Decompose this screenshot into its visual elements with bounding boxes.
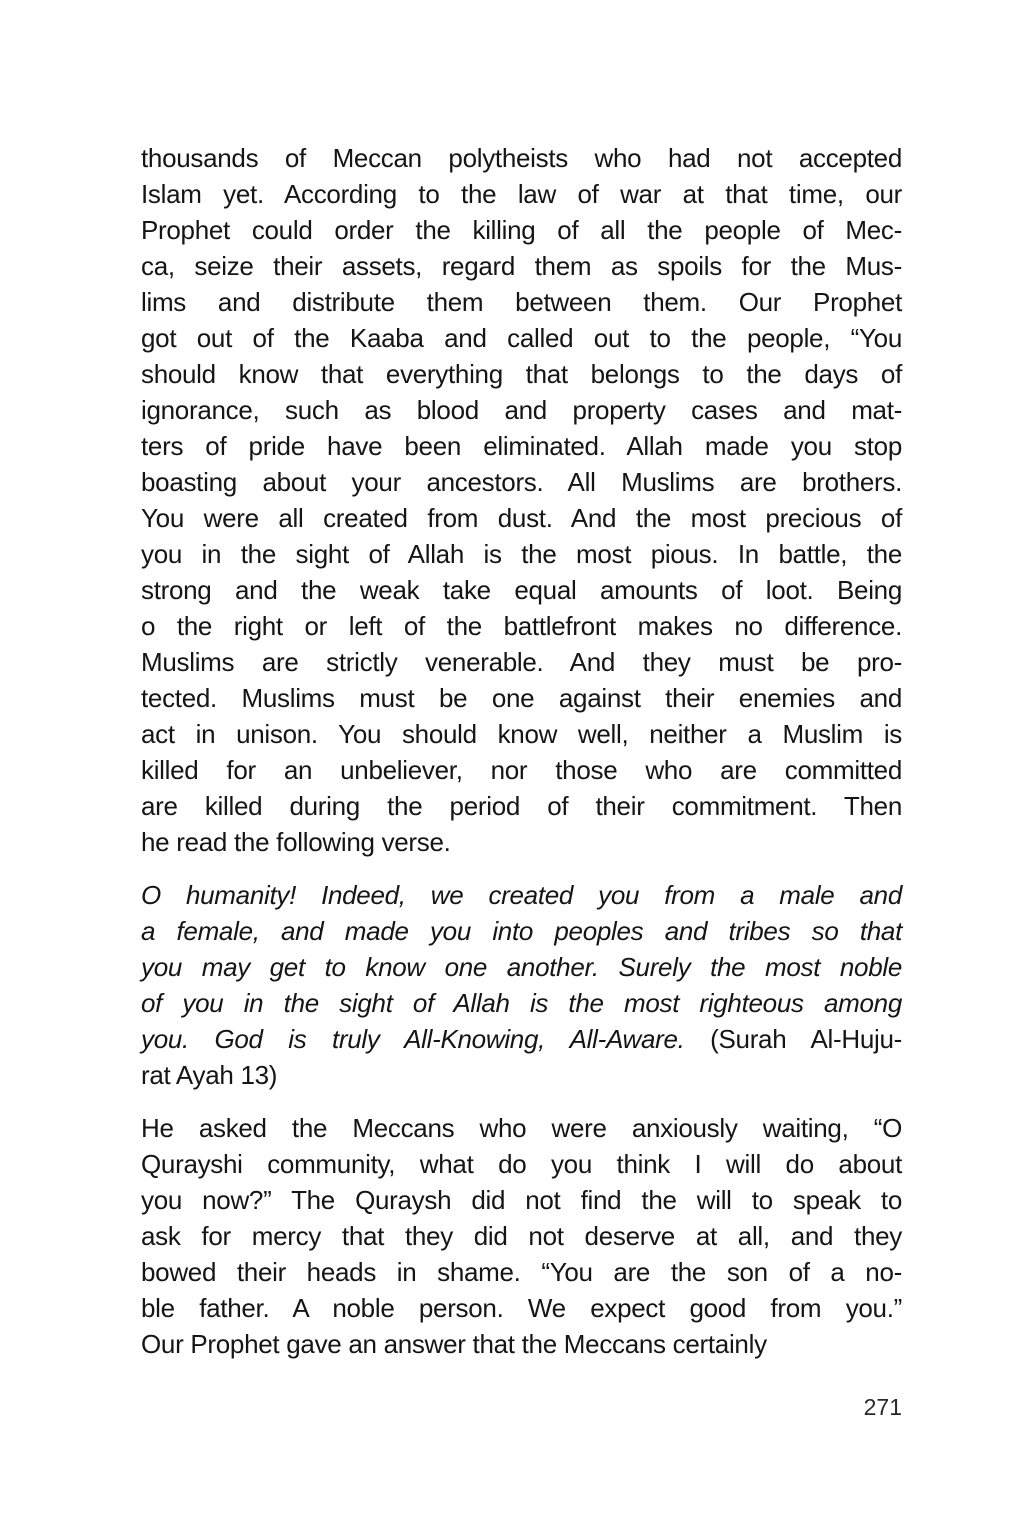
- text-line: [141, 788, 902, 824]
- paragraph-quran-quote: [141, 877, 902, 1093]
- text-line: [141, 1057, 902, 1093]
- text-line: [141, 913, 902, 949]
- text-line: [141, 140, 902, 176]
- text-segment: bowed their heads in shame. “You are the son of a no-: [141, 1257, 902, 1287]
- text-line: [141, 572, 902, 608]
- text-segment: got out of the Kaaba and called out to the people, “You: [141, 323, 902, 353]
- text-line: [141, 1182, 902, 1218]
- text-line: [141, 985, 902, 1021]
- text-line: [141, 320, 902, 356]
- text-segment: ca, seize their assets, regard them as spoils for the Mus-: [141, 251, 902, 281]
- text-line: [141, 1021, 902, 1057]
- text-line: [141, 608, 902, 644]
- text-segment: he read the following verse.: [141, 827, 451, 857]
- text-segment: should know that everything that belongs to the days of: [141, 359, 902, 389]
- text-segment: you now?” The Quraysh did not find the will to speak to: [141, 1185, 902, 1215]
- text-line: [141, 644, 902, 680]
- text-line: [141, 284, 902, 320]
- text-line: [141, 1110, 902, 1146]
- text-line: [141, 680, 902, 716]
- text-line: [141, 464, 902, 500]
- text-segment: you in the sight of Allah is the most pious. In battle, the: [141, 539, 902, 569]
- text-segment: lims and distribute them between them. Our Prophet: [141, 287, 902, 317]
- text-line: [141, 1290, 902, 1326]
- text-line: [141, 1146, 902, 1182]
- italic-text-segment: of you in the sight of Allah is the most righteous among: [141, 988, 902, 1018]
- text-segment: tected. Muslims must be one against their enemies and: [141, 683, 902, 713]
- text-line: [141, 1326, 902, 1362]
- text-segment: are killed during the period of their commitment. Then: [141, 791, 902, 821]
- paragraph-opening: [141, 140, 902, 860]
- text-line: [141, 176, 902, 212]
- text-segment: Qurayshi community, what do you think I will do about: [141, 1149, 902, 1179]
- text-line: [141, 212, 902, 248]
- text-segment: killed for an unbeliever, nor those who are committed: [141, 755, 902, 785]
- page-text-block: [141, 140, 902, 1362]
- text-segment: Prophet could order the killing of all the people of Mec-: [141, 215, 902, 245]
- text-segment: (Surah Al-Huju-: [684, 1024, 902, 1054]
- text-line: [141, 1218, 902, 1254]
- text-segment: ble father. A noble person. We expect good from you.”: [141, 1293, 902, 1323]
- text-line: [141, 392, 902, 428]
- italic-text-segment: O humanity! Indeed, we created you from a male and: [141, 880, 902, 910]
- italic-text-segment: a female, and made you into peoples and tribes so that: [141, 916, 902, 946]
- text-segment: o the right or left of the battlefront makes no difference.: [141, 611, 902, 641]
- text-line: [141, 248, 902, 284]
- text-line: [141, 877, 902, 913]
- text-segment: thousands of Meccan polytheists who had not accepted: [141, 143, 902, 173]
- text-line: [141, 716, 902, 752]
- text-segment: Muslims are strictly venerable. And they must be pro-: [141, 647, 902, 677]
- text-line: [141, 949, 902, 985]
- paragraph-closing: [141, 1110, 902, 1362]
- text-segment: act in unison. You should know well, neither a Muslim is: [141, 719, 902, 749]
- text-segment: Our Prophet gave an answer that the Meccans certainly: [141, 1329, 767, 1359]
- text-segment: He asked the Meccans who were anxiously waiting, “O: [141, 1113, 902, 1143]
- text-segment: ters of pride have been eliminated. Allah made you stop: [141, 431, 902, 461]
- italic-text-segment: you. God is truly All-Knowing, All-Aware.: [141, 1024, 685, 1054]
- text-line: [141, 536, 902, 572]
- text-segment: ignorance, such as blood and property cases and mat-: [141, 395, 902, 425]
- text-segment: ask for mercy that they did not deserve at all, and they: [141, 1221, 902, 1251]
- text-line: [141, 356, 902, 392]
- page-number: 271: [863, 1394, 902, 1420]
- text-segment: You were all created from dust. And the most precious of: [141, 503, 902, 533]
- text-line: [141, 500, 902, 536]
- text-line: [141, 428, 902, 464]
- text-line: [141, 752, 902, 788]
- text-segment: Islam yet. According to the law of war at that time, our: [141, 179, 902, 209]
- italic-text-segment: you may get to know one another. Surely the most noble: [141, 952, 902, 982]
- text-segment: rat Ayah 13): [141, 1060, 278, 1090]
- text-segment: boasting about your ancestors. All Muslims are brothers.: [141, 467, 902, 497]
- text-line: [141, 1254, 902, 1290]
- text-line: [141, 824, 902, 860]
- text-segment: strong and the weak take equal amounts of loot. Being: [141, 575, 902, 605]
